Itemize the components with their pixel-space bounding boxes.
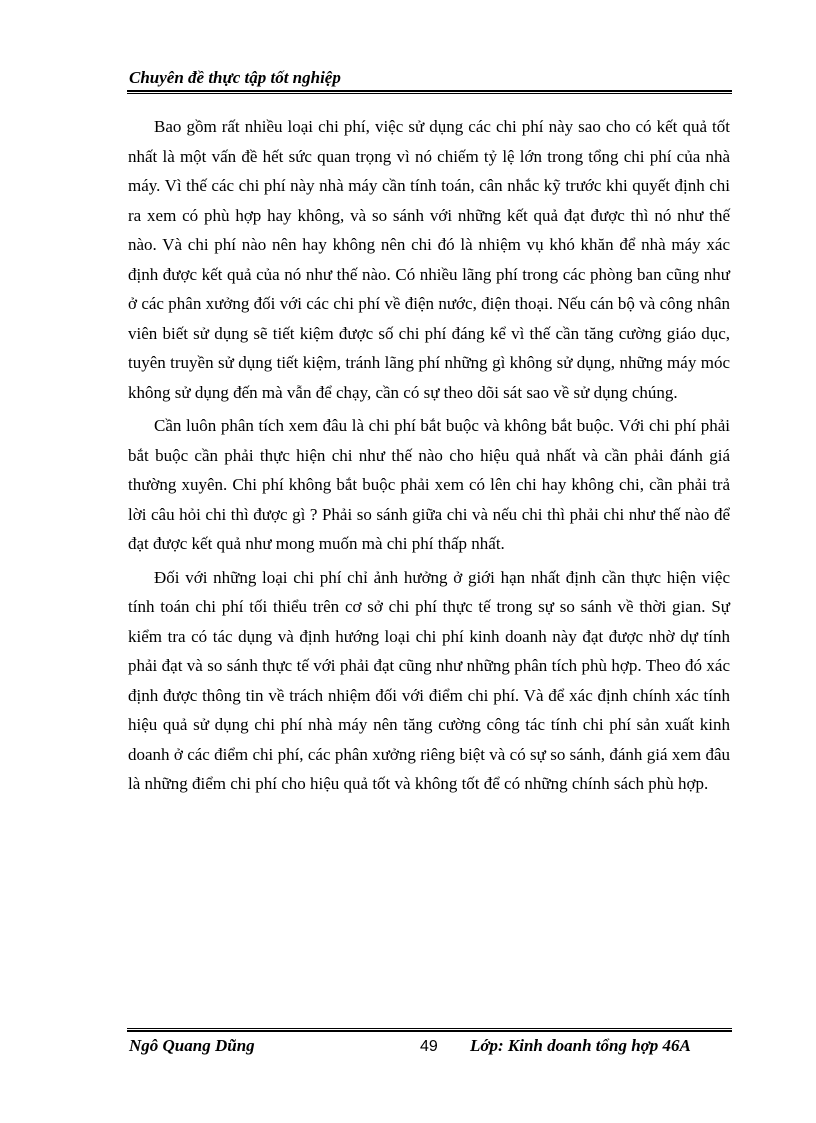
paragraph-1: Bao gồm rất nhiều loại chi phí, việc sử dụng các chi phí này sao cho có kết quả tốt nhất là một vấn đề hết sức quan trọng vì nó chiếm tỷ lệ lớn trong tổng chi phí của nhà máy. Vì thế các chi phí này nhà máy cần tính toán, cân nhắc kỹ trước khi quyết định chi ra xem có phù hợp hay không, và so sánh với những kết quả đạt được thì nó như thế nào. Và chi phí nào nên hay không nên chi đó là nhiệm vụ khó khăn để nhà máy xác định được kết quả của nó như thế nào. Có nhiều lãng phí trong các phòng ban cũng như ở các phân xưởng đối với các chi phí về điện nước, điện thoại. Nếu cán bộ và công nhân viên biết sử dụng sẽ tiết kiệm được số chi phí đáng kể vì thế cần tăng cường giáo dục, tuyên truyền sử dụng tiết kiệm, tránh lãng phí những gì không sử dụng, những máy móc không sử dụng đến mà vẫn để chạy, cần có sự theo dõi sát sao về sử dụng chúng. xyxy=(128,117,730,402)
footer-rule-secondary xyxy=(127,1028,732,1029)
header-rule xyxy=(127,90,732,92)
footer-class-label: Lớp: Kinh doanh tổng hợp 46A xyxy=(470,1036,691,1055)
paragraph-3: Đối với những loại chi phí chỉ ảnh hưởng ở giới hạn nhất định cần thực hiện việc tính toán chi phí tối thiểu trên cơ sở chi phí thực tế trong sự so sánh về thời gian. Sự kiểm tra có tác dụng và định hướng loại chi phí kinh doanh này đạt được nhờ dự tính phải đạt và so sánh thực tế với phải đạt cũng như những phân tích phù hợp. Theo đó xác định được thông tin về trách nhiệm đối với điểm chi phí. Và để xác định chính xác tính hiệu quả sử dụng chi phí nhà máy nên tăng cường công tác tính chi phí sản xuất kinh doanh ở các điểm chi phí, các phân xưởng riêng biệt và có sự so sánh, đánh giá xem đâu là những điểm chi phí cho hiệu quả tốt và không tốt để có những chính sách phù hợp. xyxy=(128,567,730,793)
body-text xyxy=(128,112,730,803)
footer-rule xyxy=(127,1030,732,1032)
footer-author: Ngô Quang Dũng xyxy=(129,1036,255,1055)
header-title: Chuyên đề thực tập tốt nghiệp xyxy=(129,68,341,87)
page-number: 49 xyxy=(420,1038,438,1055)
paragraph-2: Cần luôn phân tích xem đâu là chi phí bắt buộc và không bắt buộc. Với chi phí phải bắt buộc cần phải thực hiện chi như thế nào cho hiệu quả nhất và cần phải đánh giá thường xuyên. Chi phí không bắt buộc phải xem có lên chi hay không chi, cần phải trả lời câu hỏi chi thì được gì ? Phải so sánh giữa chi và nếu chi thì phải chi như thế nào để đạt được kết quả như mong muốn mà chi phí thấp nhất. xyxy=(128,416,730,553)
header-rule-secondary xyxy=(127,93,732,94)
